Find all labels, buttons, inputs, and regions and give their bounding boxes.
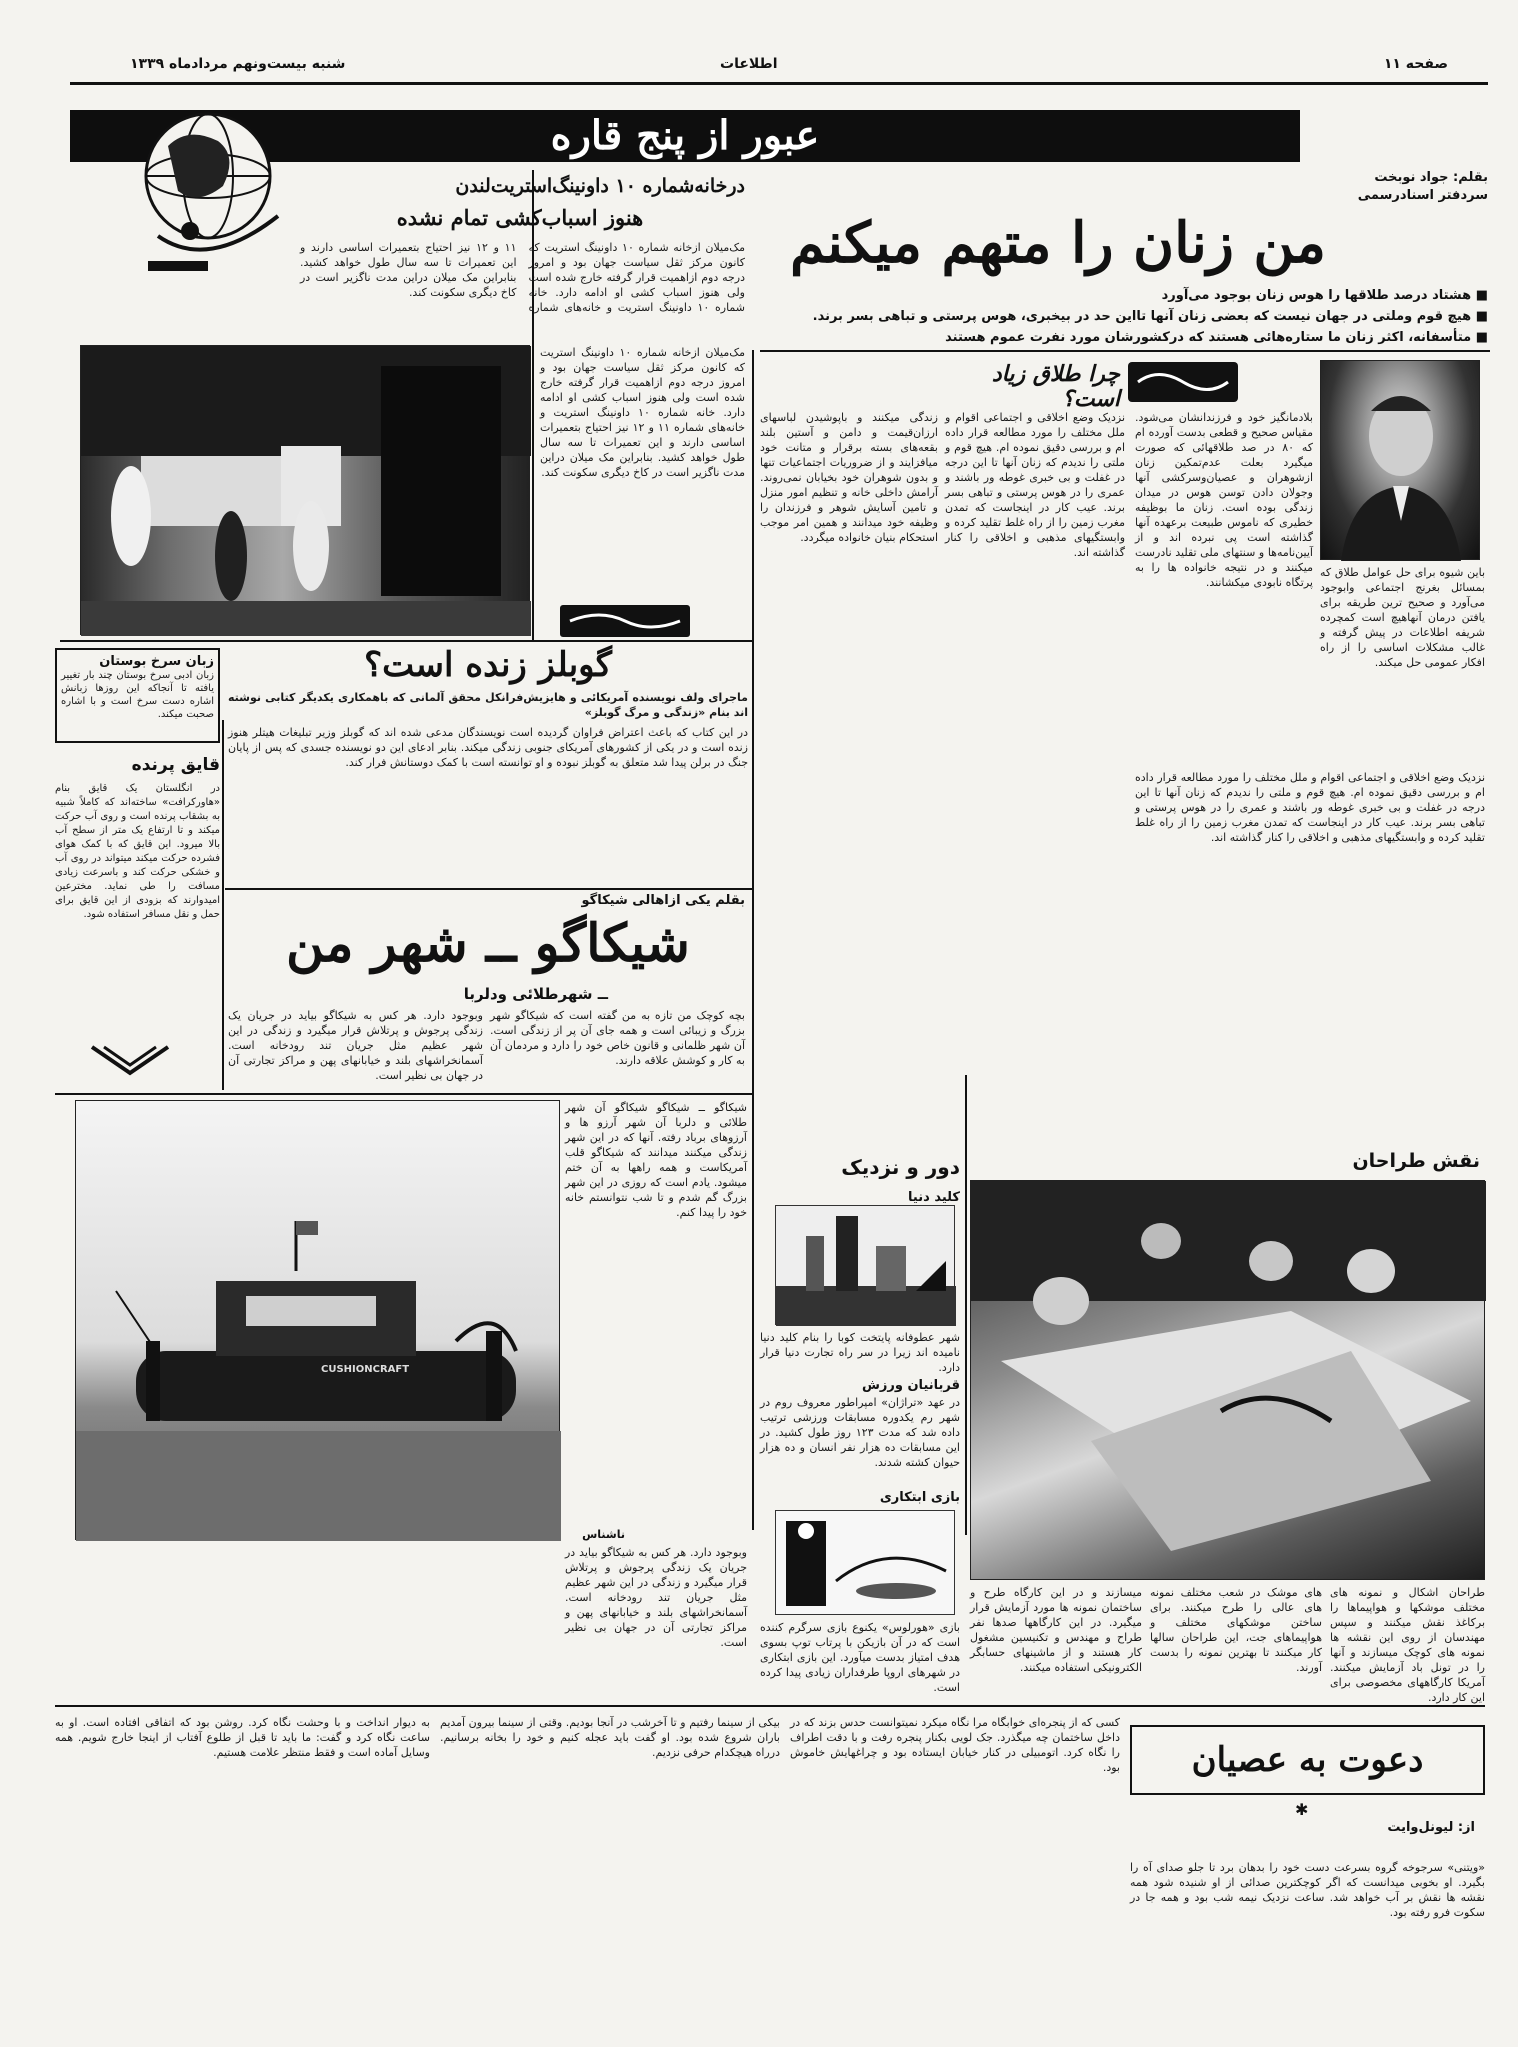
hovercraft-photo <box>75 1100 560 1540</box>
story-col-2: کسی که از پنجره‌ای خوابگاه مرا نگاه میکرد نمیتوانست حدس بزند که در داخل ساختمان چه میگذرد. جک لویی بکنار پنجره رفت و با دقت اطراف را نگاه کرد. اتومبیلی در کنار خیابان ایستاده بود و چراغهایش خاموش بود. <box>790 1716 1120 1774</box>
downing-body-2: مک‌میلان ازخانه شماره ۱۰ داونینگ استریت که کانون مرکز ثقل سیاست جهان بود و امروز درجه دوم ازاهمیت قرار گرفته خارج شده است ولی هنوز اسباب کشی او ادامه دارد. خانه شماره ۱۰ داونینگ استریت و خانه‌های شماره ۱۱ و ۱۲ نیز احتیاج بتعمیرات اساسی دارند و این تعمیرات تا سه سال طول خواهد کشید. بنابراین مک میلان دراین مدت ناگزیر است در کاخ دیگری سکونت کند. <box>540 346 746 479</box>
boat-body: در انگلستان یک قایق بنام «هاورکرافت» ساخته‌اند که کاملاً شبیه به بشقاب پرنده است و روی آب حرکت میکند و تا ارتفاع یک متر از سطح آب بالا میرود. این قایق که با کمک هوای فشرده حرکت میکند میتواند در روی آب و خشکی حرکت کند و باسرعت زیادی مسافت را طی نماید. مخترعین امیدوارند که بزودی از این قایق برای حمل و نقل مسافر استفاده شود. <box>55 783 220 920</box>
header-paper: اطلاعات <box>720 56 778 72</box>
downing-photo <box>80 345 530 635</box>
bullets-rule <box>760 350 1490 352</box>
bullet-3: ■ متأسفانه، اکثر زنان ما ستاره‌هائی هستند که درکشورشان مورد نفرت عموم هستند <box>945 330 1488 345</box>
byline-title: سردفتر اسنادرسمی <box>1357 188 1488 203</box>
portrait-icon <box>1321 361 1481 561</box>
bullet-2: ■ هیچ قوم وملتی در جهان نیست که بعضی زنان آنها تااین حد در بیخبری، هوس پرستی و تباهی بسر برند. <box>812 309 1488 324</box>
women-col-2: نزدیک وضع اخلاقی و اجتماعی اقوام و ملل مختلف را مورد مطالعه قرار داده ام و بررسی دقیق نموده ام. هیچ قوم و ملتی را ندیدم که زنان آنها تا این درجه در غفلت و بی خبری غوطه ور باشند و عمری را در هوس پرستی و تباهی بسر برند. عیب کار در اینجاست که تمدن مغرب زمین را از راه غلط تقلید کرده و وابستگیهای مذهبی و اخلاقی را کنار گذاشته اند. <box>945 411 1125 559</box>
headline-nearfar: دور و نزدیک <box>841 1155 960 1179</box>
vrule-3 <box>222 720 224 1090</box>
section-banner: عبور از پنج قاره <box>70 110 1300 162</box>
star-icon: ✱ <box>1295 1800 1309 1819</box>
column-logo <box>1128 362 1238 402</box>
nearfar-body-2: در عهد «تراژان» امپراطور معروف روم در شهر رم یکدوره مسابقات ورزشی ترتیب داده شد که مدت ۱۲۳ روز طول کشید. در این مسابقات ده هزار نفر انسان و ده هزار حیوان کشته شدند. <box>760 1396 960 1469</box>
bullet-1-text: هشتاد درصد طلاقها را هوس زنان بوجود می‌آورد <box>1161 288 1472 303</box>
chicago-body-1: وبوجود دارد. هر کس به شیکاگو بیاید در جریان یک زندگی پرجوش و پرتلاش قرار میگیرد و زندگی در این شهر عظیم مثل جریان تند رودخانه است. آسمانخراشهای بلند و خیابانهای پهن و مراکز تجارتی آن در جهان بی نظیر است. <box>228 1009 483 1082</box>
story-author: از: لیونل‌وایت <box>1387 1820 1475 1835</box>
rule-goebbels-top <box>60 640 752 642</box>
designers-body-2: های موشک در شعب مختلف نمونه های عالی را طرح میکنند. برای ساختن موشکهای مختلف و هواپیماهای جت، این طراحان سالها کار میکنند تا بهترین نمونه را بدست آورند. <box>1150 1586 1322 1674</box>
women-col-1: بلادمانگیز خود و فرزندانشان می‌شود. مقیاس صحیح و قطعی بدست آورده ام که ۸۰ در صد طلاقهائی که صورت میگیرد بعلت عدم‌تمکین زنان ازشوهران و عصیان‌وسرکشی آنها وجولان دادن توسن هوس در میدان زندگی بوده است. زنان ما بوظیفه خطیری که ناموس طبیعت برعهده آنها گذاشته است پی نبرده اند و از آیین‌نامه‌ها و سنتهای ملی تقلید نادرست میکنند و در نتیجه خانواده ها را به پرتگاه نابودی میکشانند. <box>1135 411 1313 589</box>
downing-body: مک‌میلان ازخانه شماره ۱۰ داونینگ استریت که کانون مرکز ثقل سیاست جهان بود و امروز درجه دوم ازاهمیت قرار گرفته خارج شده است ولی هنوز اسباب کشی او ادامه دارد. خانه شماره ۱۰ داونینگ استریت و خانه‌های شماره ۱۱ و ۱۲ نیز احتیاج بتعمیرات اساسی دارند و این تعمیرات تا سه سال طول خواهد کشید. بنابراین مک میلان دراین مدت ناگزیر است در کاخ دیگری سکونت کند. <box>300 241 746 314</box>
header-page: صفحه ۱۱ <box>1383 56 1448 72</box>
hovercraft-illustration <box>76 1101 561 1541</box>
decor-icon-2 <box>560 605 690 637</box>
designers-illustration <box>971 1181 1486 1581</box>
nearfar-body-1: شهر عطوفانه پایتخت کوبا را بنام کلید دنیا نامیده اند زیرا در سر راه تجارت دنیا قرار دارد. <box>760 1331 960 1374</box>
header-rule <box>70 82 1488 85</box>
globe-illustration <box>128 96 288 296</box>
chicago-author: ناشناس <box>582 1528 625 1541</box>
headline-women: من زنان را متهم میکنم <box>790 210 1326 276</box>
bullet-3-text: متأسفانه، اکثر زنان ما ستاره‌هائی هستند که درکشورشان مورد نفرت عموم هستند <box>945 330 1472 345</box>
chicago-body-3: شیکاگو ــ شیکاگو شیکاگو آن شهر طلائی و دلربا آن شهر آرزو ها و آرزوهای برباد رفته. آنها که در این شهر زندگی میکنند میدانند که شیکاگو قلب آمریکاست و همه راهها به آن ختم میشود. یادم است که روزی در این شهر بزرگ گم شدم و تا شب نتوانستم خانه خود را پیدا کنم. <box>565 1101 747 1219</box>
designers-photo <box>970 1180 1485 1580</box>
nearfar-sub-3: بازی ابتکاری <box>879 1490 960 1505</box>
city-illustration <box>775 1205 955 1325</box>
column-logo-2 <box>560 605 690 637</box>
story-col-1: «ویتنی» سرجوخه گروه بسرعت دست خود را بدهان برد تا جلو صدای آه را بگیرد. او بخوبی میدانست که اگر کوچکترین صدائی از او شنیده شود همه نقشه ها نقش بر آب خواهد شد. ساعت نزدیک نیمه شب بود و همه جا در سکوت فرو رفته بود. <box>1130 1861 1485 1919</box>
rule-bottom <box>55 1705 1485 1707</box>
nearfar-sub-1: کلید دنیا <box>908 1190 960 1205</box>
bullet-2-text: هیچ قوم وملتی در جهان نیست که بعضی زنان آنها تااین حد در بیخبری، هوس پرستی و تباهی بسر برند. <box>812 309 1472 324</box>
nearfar-bottom-body: بازی «هورلوس» یکنوع بازی سرگرم کننده است که در آن بازیکن با پرتاب توپ بسوی هدف امتیاز بدست میآورد. این بازی ابتکاری در شهرهای اروپا طرفداران زیادی پیدا کرده است. <box>760 1621 960 1694</box>
goebbels-lead: ماجرای ولف نویسنده آمریکائی و هایزیش‌فرانکل محقق آلمانی که باهمکاری یکدیگر کتابی نوشته اند بنام «زندگی و مرگ گوبلز» <box>228 691 748 719</box>
portrait-caption: باین شیوه برای حل عوامل طلاق که بمسائل بغرنج اجتماعی وابوجود می‌آورد و صحیح ترین طریقه برای یافتن درمان آنهاهیچ است کمچرده شریفه اطلاعات در پیش گرفته و غالب مشکلات اساسی را از راه افکار عمومی حل میکند. <box>1320 566 1485 669</box>
chicago-bottom-body: وبوجود دارد. هر کس به شیکاگو بیاید در جریان یک زندگی پرجوش و پرتلاش قرار میگیرد و زندگی در این شهر عظیم مثل جریان تند رودخانه است. آسمانخراشهای بلند و خیابانهای پهن و مراکز تجارتی آن در جهان بی نظیر است. <box>565 1546 747 1649</box>
decor-icon <box>1128 362 1238 402</box>
vrule-2 <box>752 350 754 1530</box>
byline: بقلم: جواد نوبخت <box>1374 170 1488 185</box>
designers-body-3: میسازند و در این کارگاه طرح و ساختمان نمونه ها مورد آزمایش قرار میگیرد. در این کارگاهها صدها نفر طراح و مهندس و تکنیسین مشغول کار هستند و از ماشینهای حسابگر الکترونیکی استفاده میکنند. <box>970 1586 1142 1674</box>
page-header <box>30 52 1488 78</box>
headline-downing: درخانه‌شماره ۱۰ داونینگ‌استریت‌لندن <box>455 175 745 197</box>
down-arrow-icon <box>90 1045 170 1075</box>
nearfar-sub-2: قربانیان ورزش <box>861 1378 960 1393</box>
game-illustration <box>775 1510 955 1615</box>
bullet-1: ■ هشتاد درصد طلاقها را هوس زنان بوجود می‌آورد <box>1161 288 1488 303</box>
rule-chicago-top <box>225 888 752 890</box>
women-col-3: زندگی میکنند و باپوشیدن لباسهای ارزان‌قیمت و دامن و آستین بلند بقعه‌های بسته برقرار و متانت خود میافزایند و از ضروریات اجتماعیات تنها و بدون شوهران خود بخیابان نمی‌روند. آرامش داخلی خانه و تنظیم امور منزل و تامین آسایش شوهر و فرزندان را وظیفه خود میدانند و همین امر موجب استحکام بنیان خانواده میگردد. <box>760 411 938 544</box>
rule-boat-photo-top <box>55 1093 752 1095</box>
movers-illustration <box>81 346 531 636</box>
headline-goebbels: گوبلز زنده است؟ <box>364 645 612 685</box>
chicago-subtitle: ــ شهرطلائی ودلربا <box>463 985 608 1003</box>
subtitle-downing: هنوز اسباب‌کشی تمام نشده <box>396 205 644 230</box>
story-col-3: بیکی از سینما رفتیم و تا آخرشب در آنجا بودیم. وقتی از سینما بیرون آمدیم باران شروع شده بود. او گفت باید عجله کنیم و خود را بخانه برسانیم. درراه هیچکدام حرفی نزدیم. <box>440 1716 780 1759</box>
story-title-box <box>1130 1725 1485 1795</box>
box-nostan <box>55 648 220 743</box>
women-col-1b: نزدیک وضع اخلاقی و اجتماعی اقوام و ملل مختلف را مورد مطالعه قرار داده ام و بررسی دقیق نموده ام. هیچ قوم و ملتی را ندیدم که زنان آنها تا این درجه در غفلت و بی خبری غوطه ور باشند و عمری را در هوس پرستی و تباهی بسر برند. عیب کار در اینجاست که تمدن مغرب زمین را از راه غلط تقلید کرده و وابستگیهای مذهبی و اخلاقی را کنار گذاشته اند. <box>1135 771 1485 844</box>
designers-body-1: طراحان اشکال و نمونه های مختلف موشکها و هواپیماها را برکاغذ نقش میکنند و سپس مهندسان از روی این نقشه ها نمونه های کوچک میسازند و آنها را در تونل باد آزمایش میکنند. آمریکا کارگاههای مخصوصی برای این کار دارد. <box>1330 1586 1485 1704</box>
hovercraft-label: CUSHIONCRAFT <box>321 1364 410 1375</box>
headline-chicago: شیکاگو ــ شهر من <box>286 913 690 974</box>
box-nostan-title: زبان سرخ بوستان <box>99 654 214 669</box>
subhead-divorce: چرا طلاق زیاد است؟ <box>991 362 1120 412</box>
headline-designers: نقش طراحان <box>1352 1150 1480 1172</box>
box-nostan-body: زبان ادبی سرخ بوستان چند بار تغییر یافته تا آنجاکه این روزها زبانش اشاره دست سرخ است و با اشاره صحبت میکند. <box>61 670 214 720</box>
story-col-4: به دیوار انداخت و با وحشت نگاه کرد. روشن بود که اتفاقی افتاده است. او به ساعت نگاه کرد و گفت: ما باید تا قبل از طلوع آفتاب از اینجا خارج شویم. همه وسایل آماده است و فقط منتظر علامت هستیم. <box>55 1716 430 1759</box>
goebbels-body: در این کتاب که باعث اعتراض فراوان گردیده است نویسندگان مدعی شده اند که گوبلز وزیر تبلیغات هیتلر هنوز زنده است و در یکی از کشورهای آمریکای جنوبی زندگی میکند. بنابر ادعای این دو نویسنده جسدی که پس از پایان جنگ در برلن پیدا شد متعلق به گوبلز نبوده و او توانسته است با کمک دوستانش فرار کند. <box>228 726 748 769</box>
chicago-body-2: بچه کوچک من تازه به من گفته است که شیکاگو شهر بزرگ و زیبائی است و همه جای آن پر از زندگی است. آن شهر ظلمانی و قانون خاص خود را دارد و مردمان آن به کار و کوشش علاقه دارند. <box>490 1009 745 1067</box>
story-title: دعوت به عصیان <box>1191 1740 1424 1780</box>
globe-icon <box>128 96 288 296</box>
headline-boat: قایق پرنده <box>131 755 220 775</box>
chicago-kicker: بقلم یکی ازاهالی شیکاگو <box>581 893 745 908</box>
header-date: شنبه بیست‌ونهم مردادماه ۱۳۳۹ <box>130 56 346 72</box>
portrait-photo <box>1320 360 1480 560</box>
